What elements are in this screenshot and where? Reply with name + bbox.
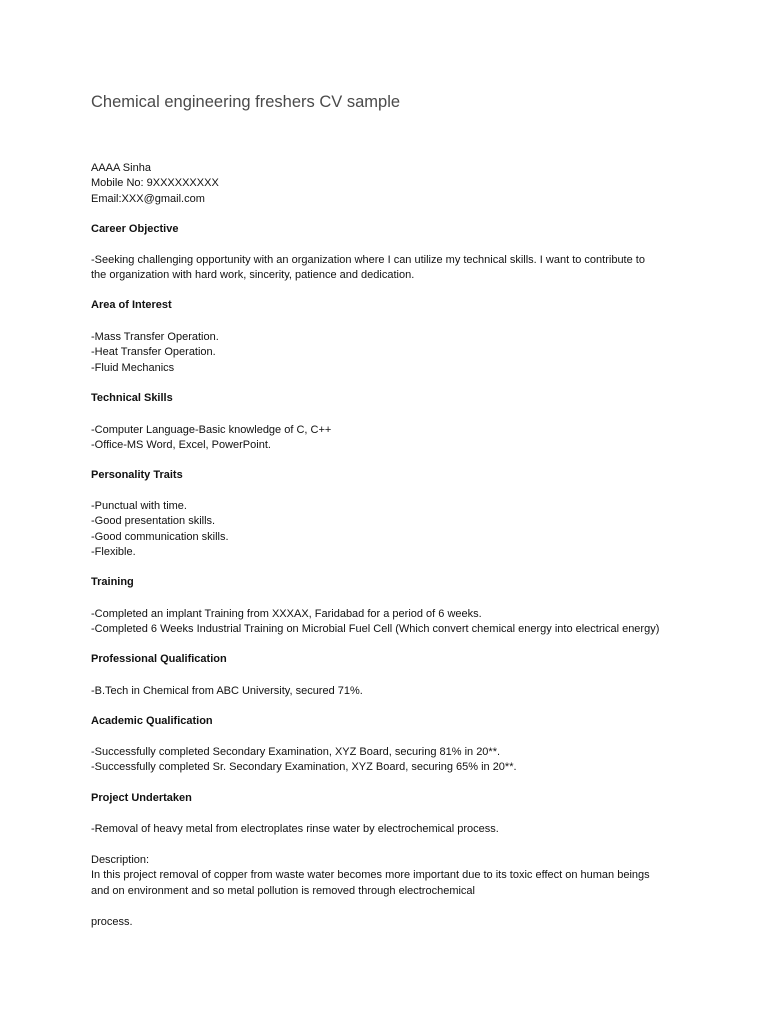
list-item: -Punctual with time. bbox=[91, 500, 187, 512]
project-description-tail bbox=[91, 915, 691, 930]
list-item: -Successfully completed Sr. Secondary Examination, XYZ Board, securing 65% in 20**. bbox=[91, 761, 517, 774]
contact-mobile: Mobile No: 9XXXXXXXXX bbox=[91, 177, 219, 190]
paragraph-line: In this project removal of copper from waste water becomes more important due to its toxic effect on human beings bbox=[91, 869, 650, 882]
list-item: -Flexible. bbox=[91, 546, 136, 559]
project-description bbox=[91, 853, 691, 899]
list-item: -Fluid Mechanics bbox=[91, 361, 175, 374]
area-of-interest-list bbox=[91, 330, 691, 376]
section-heading-personality-traits: Personality Traits bbox=[91, 469, 183, 481]
contact-email: Email:XXX@gmail.com bbox=[91, 192, 205, 205]
contact-block bbox=[91, 161, 691, 207]
paragraph-line: the organization with hard work, sincerity, patience and dedication. bbox=[91, 269, 415, 282]
section-heading-technical-skills: Technical Skills bbox=[91, 392, 173, 404]
list-item: -Heat Transfer Operation. bbox=[91, 346, 216, 359]
section-heading-career-objective: Career Objective bbox=[91, 223, 179, 235]
section-heading-academic-qualification: Academic Qualification bbox=[91, 715, 213, 727]
list-item: -B.Tech in Chemical from ABC University, secured 71%. bbox=[91, 685, 363, 697]
list-item: -Completed 6 Weeks Industrial Training on Microbial Fuel Cell (Which convert chemical energy into electrical energy) bbox=[91, 623, 660, 636]
list-item: -Completed an implant Training from XXXAX, Faridabad for a period of 6 weeks. bbox=[91, 608, 482, 620]
paragraph-line: -Seeking challenging opportunity with an organization where I can utilize my technical skills. I want to contribute to bbox=[91, 254, 645, 266]
training-list bbox=[91, 607, 691, 638]
list-item: -Computer Language-Basic knowledge of C, C++ bbox=[91, 424, 332, 436]
list-item: -Removal of heavy metal from electroplates rinse water by electrochemical process. bbox=[91, 823, 499, 835]
paragraph-line: and on environment and so metal pollution is removed through electrochemical bbox=[91, 884, 475, 897]
project-list bbox=[91, 822, 691, 837]
section-heading-area-of-interest: Area of Interest bbox=[91, 299, 172, 311]
list-item: -Office-MS Word, Excel, PowerPoint. bbox=[91, 439, 271, 452]
section-heading-project-undertaken: Project Undertaken bbox=[91, 792, 192, 804]
technical-skills-list bbox=[91, 423, 691, 454]
list-item: -Successfully completed Secondary Examination, XYZ Board, securing 81% in 20**. bbox=[91, 746, 501, 758]
description-label: Description: bbox=[91, 854, 150, 866]
list-item: -Good communication skills. bbox=[91, 530, 229, 543]
section-heading-professional-qualification: Professional Qualification bbox=[91, 653, 227, 665]
personality-traits-list bbox=[91, 499, 691, 561]
list-item: -Good presentation skills. bbox=[91, 515, 216, 528]
contact-name: AAAA Sinha bbox=[91, 162, 151, 174]
professional-qualification-list bbox=[91, 684, 691, 699]
document-title: Chemical engineering freshers CV sample bbox=[91, 93, 401, 111]
section-heading-training: Training bbox=[91, 576, 134, 588]
career-objective-text bbox=[91, 253, 691, 284]
paragraph-line: process. bbox=[91, 916, 133, 928]
list-item: -Mass Transfer Operation. bbox=[91, 331, 219, 343]
academic-qualification-list bbox=[91, 745, 691, 776]
